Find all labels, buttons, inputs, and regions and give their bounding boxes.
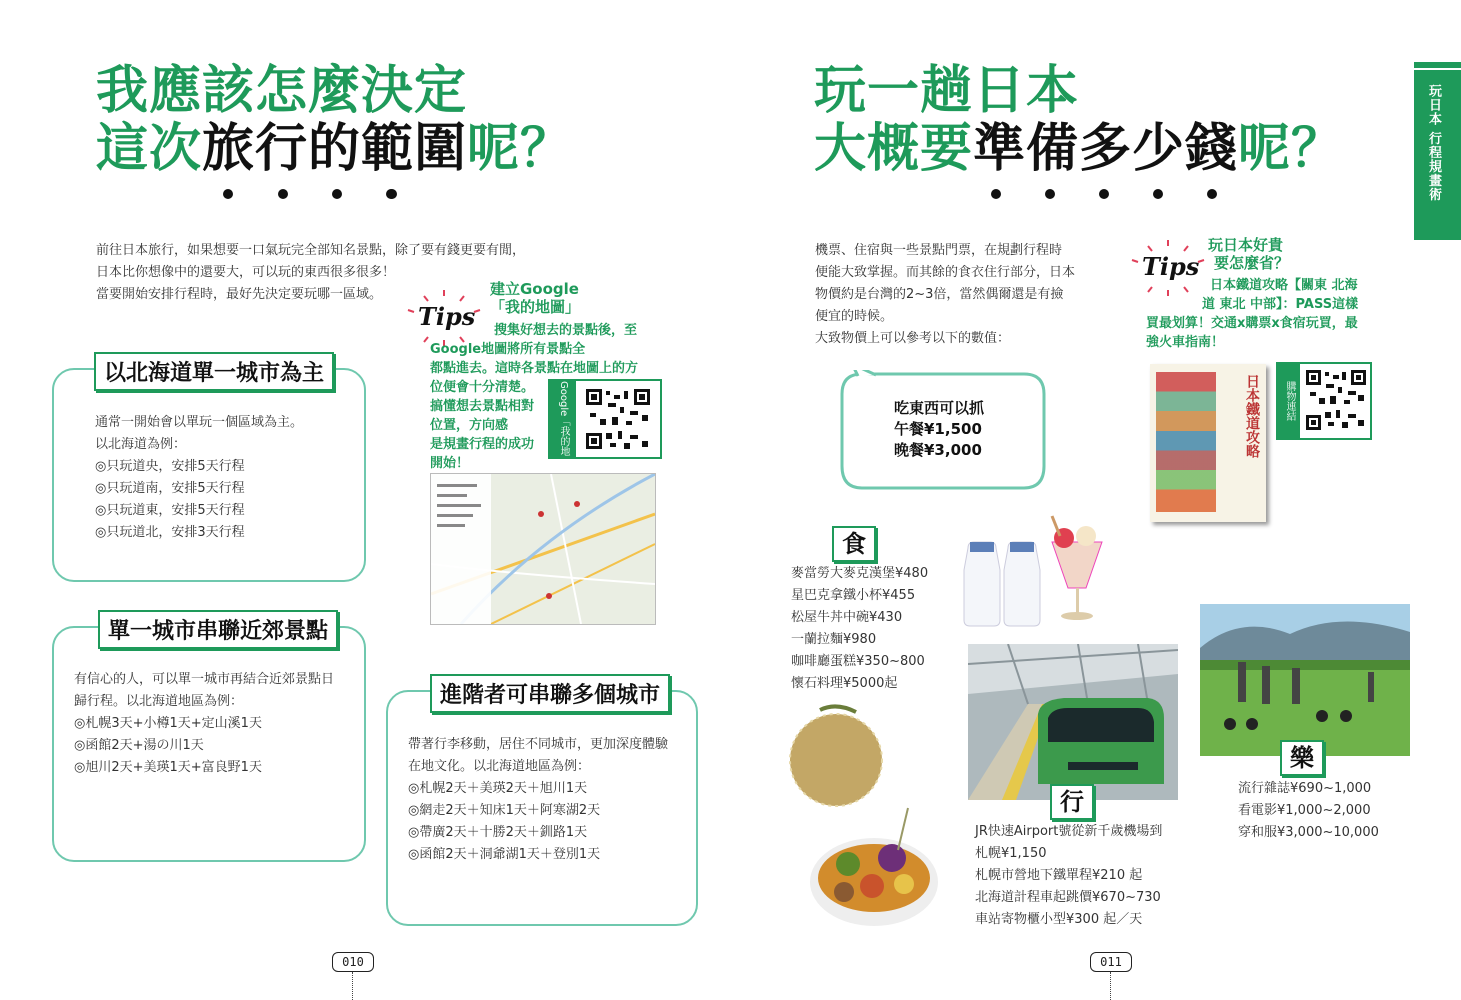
range-box-multi-city-text: 帶著行李移動，居住不同城市，更加深度體驗 在地文化。以北海道地區為例： ◎札幌2天＋美瑛2天＋旭川1天 ◎網走2天＋知床1天＋阿寒湖2天 ◎帶廣2天＋十勝2天＋釧路1天 ◎函館2天＋洞爺湖1天＋登別1天 — [408, 737, 669, 862]
right-title-line2: 大概要準備多少錢呢？ — [814, 119, 1345, 179]
page-number-right: 011 — [1090, 952, 1132, 972]
tips-badge-right: Tips — [1128, 238, 1208, 298]
qr-card-left — [532, 379, 662, 459]
left-intro: 前往日本旅行，如果想要一口氣玩完全部知名景點，除了要有錢更要有閒， 日本比你想像中的還要大，可以玩的東西很多很多！ 當要開始安排行程時，最好先決定要玩哪一區域。 — [96, 243, 526, 302]
food-label: 食 — [832, 526, 876, 562]
right-intro: 機票、住宿與一些景點門票，在規劃行程時 便能大致掌握。而其餘的食衣住行部分，日本 物價約是台灣的2~3倍，當然偶爾還是有撿 便宜的時候。 大致物價上可以參考以下的數值： — [815, 243, 1076, 346]
train-photo — [968, 644, 1178, 800]
soup-curry-photo — [806, 800, 944, 930]
qr-code-left[interactable] — [586, 389, 650, 449]
tips-badge-left: Tips — [404, 288, 484, 348]
google-map-screenshot — [430, 473, 656, 625]
left-title-line2: 這次旅行的範圍呢？ — [96, 119, 574, 179]
qr-label-left: Google「我的地圖」 — [550, 381, 576, 457]
qr-card-right — [1276, 362, 1372, 440]
tips-body-right: 日本鐵道攻略【關東 北海 道 東北 中部】：PASS這樣 買最划算！交通x購票x食宿玩買，最 強火車指南！ — [1146, 278, 1359, 350]
left-title-line1: 我應該怎麼決定 — [96, 61, 468, 121]
segway-photo — [1200, 604, 1410, 756]
food-prices: 麥當勞大麥克漢堡¥480 星巴克拿鐵小杯¥455 松屋牛丼中碗¥430 一蘭拉麵¥980 咖啡廳蛋糕¥350~800 懷石料理¥5000起 — [791, 566, 929, 691]
fun-label: 樂 — [1280, 740, 1324, 776]
side-tab: 玩日本 行程規畫術 — [1414, 62, 1461, 240]
melon-photo — [780, 700, 890, 810]
right-title-line1: 玩一趟日本 — [814, 61, 1080, 121]
tips-body-left: 搜集好想去的景點後，至 Google地圖將所有景點全 都點進去。這時各景點在地圖上的方 位便會十分清楚。 搞懂想去景點相對 位置，方向感 是規畫行程的成功 開始！ — [430, 323, 639, 471]
book-cover[interactable]: 日本鐵道攻略 — [1150, 364, 1266, 522]
range-box-single-city-label: 以北海道單一城市為主 — [94, 352, 334, 391]
range-box-multi-city-label: 進階者可串聯多個城市 — [430, 674, 670, 713]
travel-prices: JR快速Airport號從新千歲機場到 札幌¥1,150 札幌市營地下鐵單程¥210 起 北海道計程車起跳價¥670~730 車站寄物櫃小型¥300 起／天 — [975, 824, 1163, 927]
tips-heading-right: 玩日本好貴 要怎麼省？ — [1208, 236, 1290, 272]
qr-code-right[interactable] — [1306, 370, 1366, 430]
milk-parfait-photo — [960, 512, 1110, 632]
fun-prices: 流行雜誌¥690~1,000 看電影¥1,000~2,000 穿和服¥3,000~10,000 — [1238, 781, 1379, 840]
range-box-single-city-text: 通常一開始會以單玩一個區域為主。 以北海道為例： ◎只玩道央，安排5天行程 ◎只玩道南，安排5天行程 ◎只玩道東，安排5天行程 ◎只玩道北，安排3天行程 — [95, 415, 304, 540]
right-title-dots — [990, 185, 1230, 204]
budget-bubble: 吃東西可以抓 午餐¥1,500 晚餐¥3,000 — [838, 370, 1046, 490]
tips-heading-left: 建立Google 「我的地圖」 — [490, 280, 581, 316]
page-number-left: 010 — [332, 952, 374, 972]
range-box-suburbs-text: 有信心的人，可以單一城市再結合近郊景點日 歸行程。以北海道地區為例： ◎札幌3天+小樽1天+定山溪1天 ◎函館2天+湯の川1天 ◎旭川2天+美瑛1天+富良野1天 — [74, 672, 335, 775]
range-box-suburbs-label: 單一城市串聯近郊景點 — [98, 610, 338, 649]
qr-label-right: 購物連結 — [1278, 364, 1300, 438]
travel-label: 行 — [1050, 784, 1094, 820]
